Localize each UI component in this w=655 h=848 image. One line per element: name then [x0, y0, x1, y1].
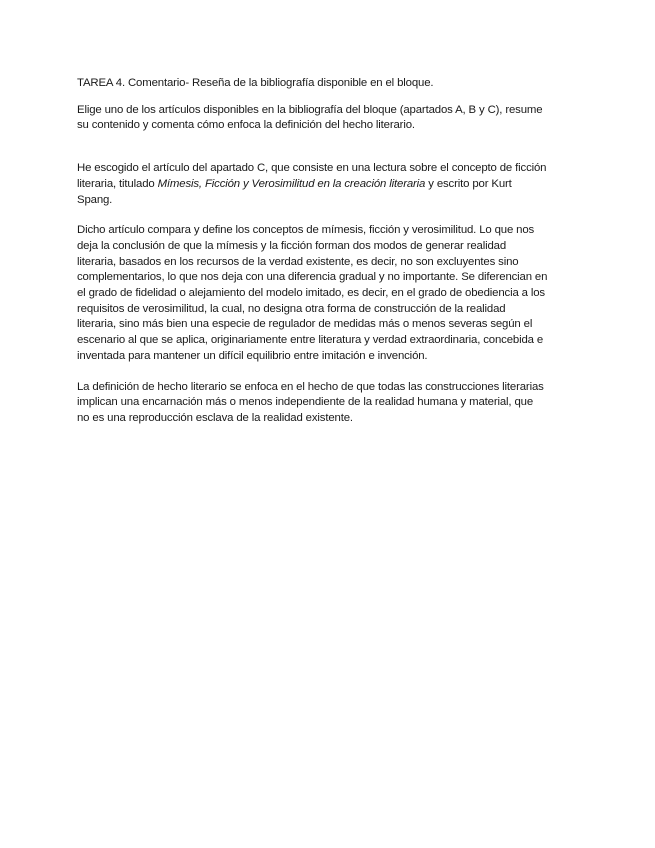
intro-text: y escrito por Kurt — [425, 177, 512, 190]
summary-line: Dicho artículo compara y define los conceptos de mímesis, ficción y verosimilitud. Lo que nos — [77, 224, 535, 237]
definition-paragraph — [77, 380, 582, 427]
intro-text: literaria, titulado — [77, 177, 158, 190]
intro-line — [77, 177, 582, 193]
instructions-paragraph — [77, 103, 582, 134]
summary-line: requisitos de verosimilitud, la cual, no designa otra forma de construcción de la realidad — [77, 302, 506, 315]
instructions-line: Elige uno de los artículos disponibles en la bibliografía del bloque (apartados A, B y C), resume — [77, 103, 543, 116]
task-title-line: TAREA 4. Comentario- Reseña de la bibliografía disponible en el bloque. — [77, 77, 434, 89]
intro-line: He escogido el artículo del apartado C, que consiste en una lectura sobre el concepto de ficción — [77, 162, 547, 175]
document-page — [77, 76, 582, 427]
summary-line: literaria, sino más bien una especie de regulador de medidas más o menos severas según el — [77, 318, 533, 331]
summary-line: literaria, basados en los recursos de la verdad existente, es decir, no son excluyentes sino — [77, 255, 519, 268]
summary-line: el grado de fidelidad o alejamiento del modelo imitado, es decir, en el grado de obediencia a los — [77, 287, 545, 300]
summary-line: complementarios, lo que nos deja con una diferencia gradual y no importante. Se diferencian en — [77, 271, 548, 284]
definition-line: no es una reproducción esclava de la realidad existente. — [77, 411, 353, 424]
intro-paragraph — [77, 161, 582, 208]
summary-line: escenario al que se aplica, originariamente entre literatura y verdad extraordinaria, concebida e — [77, 334, 544, 347]
summary-paragraph — [77, 223, 582, 364]
summary-line: deja la conclusión de que la mímesis y la ficción forman dos modos de generar realidad — [77, 239, 507, 252]
definition-line: implican una encarnación más o menos independiente de la realidad humana y material, que — [77, 396, 534, 409]
task-title — [77, 76, 582, 92]
article-title: Mímesis, Ficción y Verosimilitud en la creación literaria — [157, 177, 426, 190]
summary-line: inventada para mantener un difícil equilibrio entre imitación e invención. — [77, 349, 428, 362]
definition-line: La definición de hecho literario se enfoca en el hecho de que todas las construcciones literarias — [77, 380, 544, 393]
instructions-line: su contenido y comenta cómo enfoca la definición del hecho literario. — [77, 119, 415, 132]
intro-line: Spang. — [77, 193, 113, 206]
